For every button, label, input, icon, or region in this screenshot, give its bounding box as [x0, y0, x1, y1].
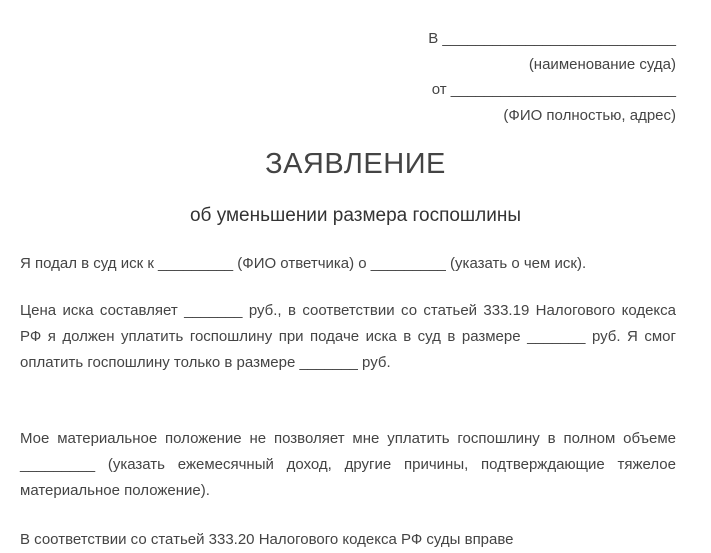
paragraph-claim: Я подал в суд иск к _________ (ФИО ответчика) о _________ (указать о чем иск). — [20, 255, 587, 272]
paragraph-financial-status: Мое материальное положение не позволяет мне уплатить госпошлину в полном объеме _________ (указать ежемесячный доход, другие причины, подтверждающие тяжелое материальное положение). — [20, 430, 676, 499]
document-title: ЗАЯВЛЕНИЕ — [265, 148, 446, 180]
court-line: В ____________________________ — [428, 30, 676, 47]
from-caption: (ФИО полностью, адрес) — [503, 106, 676, 124]
document-subtitle: об уменьшении размера госпошлины — [189, 205, 522, 226]
paragraph-claim-price: Цена иска составляет _______ руб., в соответствии со статьей 333.19 Налогового кодекса РФ я должен уплатить госпошлину при подаче иска в суд в размере _______ руб. Я смог оплатить госпошлину только в размере _______ руб. — [20, 302, 676, 371]
paragraph-legal-basis: В соответствии со статьей 333.20 Налогового кодекса РФ суды вправе — [20, 531, 514, 548]
court-caption: (наименование суда) — [528, 55, 676, 73]
from-line: от ___________________________ — [431, 81, 676, 98]
addressee-block — [428, 26, 676, 128]
